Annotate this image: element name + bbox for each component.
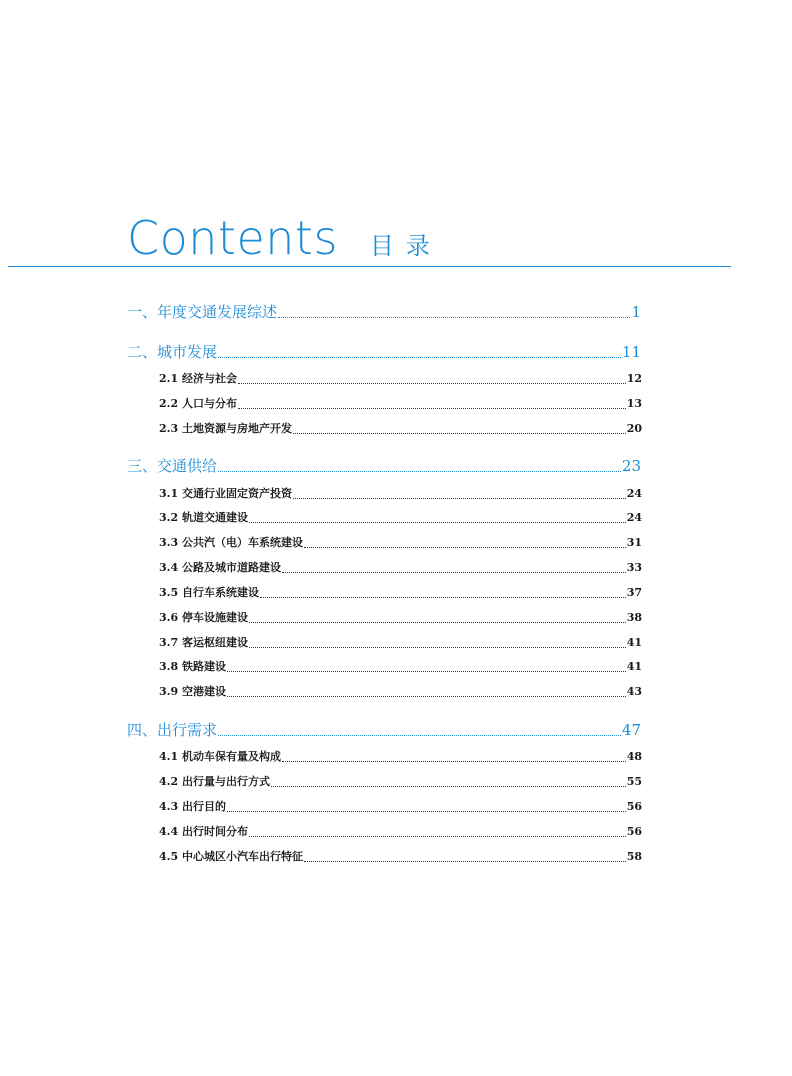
dot-leader <box>278 317 630 318</box>
toc-page-number: 13 <box>626 397 642 410</box>
toc-entry-label: 三、交通供给 <box>127 457 218 475</box>
toc-page-number: 55 <box>626 775 642 788</box>
toc-entry-label: 3.2 轨道交通建设 <box>159 511 248 524</box>
contents-title <box>127 210 442 266</box>
toc-page-number: 58 <box>626 850 642 863</box>
toc-entry-label: 四、出行需求 <box>127 721 218 739</box>
dot-leader <box>293 498 626 499</box>
dot-leader <box>238 408 626 409</box>
toc-chapter-entry[interactable] <box>127 456 641 476</box>
toc-entry-label: 4.4 出行时间分布 <box>159 825 248 838</box>
dot-leader <box>238 383 626 384</box>
toc-section-entry[interactable] <box>159 585 642 601</box>
toc-entry-label: 3.1 交通行业固定资产投资 <box>159 487 292 500</box>
toc-entry-label: 4.2 出行量与出行方式 <box>159 775 270 788</box>
toc-page-number: 20 <box>626 422 642 435</box>
toc-section-entry[interactable] <box>159 635 642 651</box>
toc-entry-label: 2.1 经济与社会 <box>159 372 237 385</box>
title-divider <box>8 266 731 267</box>
toc-chapter-entry[interactable] <box>127 720 641 740</box>
dot-leader <box>218 357 621 358</box>
toc-entry-label: 二、城市发展 <box>127 343 218 361</box>
toc-entry-label: 3.5 自行车系统建设 <box>159 586 259 599</box>
toc-section-entry[interactable] <box>159 396 642 412</box>
toc-section-entry[interactable] <box>159 421 642 437</box>
toc-section-entry[interactable] <box>159 659 642 675</box>
dot-leader <box>249 836 626 837</box>
toc-page-number: 43 <box>626 685 642 698</box>
toc-section-entry[interactable] <box>159 799 642 815</box>
toc-entry-label: 3.9 空港建设 <box>159 685 226 698</box>
dot-leader <box>293 433 626 434</box>
dot-leader <box>227 811 626 812</box>
toc-section-entry[interactable] <box>159 684 642 700</box>
toc-page-number: 56 <box>626 800 642 813</box>
toc-section-entry[interactable] <box>159 824 642 840</box>
toc-entry-label: 3.3 公共汽（电）车系统建设 <box>159 536 303 549</box>
toc-section-entry[interactable] <box>159 774 642 790</box>
toc-section-entry[interactable] <box>159 510 642 526</box>
dot-leader <box>227 671 626 672</box>
toc-entry-label: 3.8 铁路建设 <box>159 660 226 673</box>
toc-section-entry[interactable] <box>159 535 642 551</box>
toc-page-number: 24 <box>626 511 642 524</box>
title-english: Contents <box>127 211 338 265</box>
dot-leader <box>282 761 626 762</box>
toc-page-number: 41 <box>626 660 642 673</box>
toc-chapter-entry[interactable] <box>127 342 641 362</box>
toc-section-entry[interactable] <box>159 486 642 502</box>
title-chinese: 目录 <box>369 232 442 260</box>
toc-page-number: 41 <box>626 636 642 649</box>
toc-entry-label: 一、年度交通发展综述 <box>127 303 278 321</box>
dot-leader <box>271 786 626 787</box>
toc-entry-label: 2.2 人口与分布 <box>159 397 237 410</box>
toc-entry-label: 2.3 土地资源与房地产开发 <box>159 422 292 435</box>
dot-leader <box>249 522 626 523</box>
toc-entry-label: 4.3 出行目的 <box>159 800 226 813</box>
toc-page-number: 1 <box>631 303 641 321</box>
dot-leader <box>218 735 621 736</box>
toc-section-entry[interactable] <box>159 371 642 387</box>
dot-leader <box>260 597 626 598</box>
dot-leader <box>282 572 626 573</box>
toc-page-number: 31 <box>626 536 642 549</box>
toc-page-number: 38 <box>626 611 642 624</box>
toc-page-number: 33 <box>626 561 642 574</box>
dot-leader <box>249 647 626 648</box>
toc-page-number: 24 <box>626 487 642 500</box>
dot-leader <box>218 471 621 472</box>
dot-leader <box>227 696 626 697</box>
toc-entry-label: 3.7 客运枢纽建设 <box>159 636 248 649</box>
dot-leader <box>304 547 626 548</box>
toc-page-number: 47 <box>621 721 641 739</box>
toc-page-number: 48 <box>626 750 642 763</box>
toc-page-number: 37 <box>626 586 642 599</box>
toc-page-number: 12 <box>626 372 642 385</box>
toc-chapter-entry[interactable] <box>127 302 641 322</box>
toc-entry-label: 4.1 机动车保有量及构成 <box>159 750 281 763</box>
toc-entry-label: 4.5 中心城区小汽车出行特征 <box>159 850 303 863</box>
toc-section-entry[interactable] <box>159 849 642 865</box>
toc-section-entry[interactable] <box>159 749 642 765</box>
toc-page-number: 23 <box>621 457 641 475</box>
dot-leader <box>249 622 626 623</box>
toc-page-number: 11 <box>621 343 641 361</box>
toc-section-entry[interactable] <box>159 610 642 626</box>
toc-entry-label: 3.6 停车设施建设 <box>159 611 248 624</box>
toc-section-entry[interactable] <box>159 560 642 576</box>
toc-page-number: 56 <box>626 825 642 838</box>
toc-entry-label: 3.4 公路及城市道路建设 <box>159 561 281 574</box>
dot-leader <box>304 861 626 862</box>
